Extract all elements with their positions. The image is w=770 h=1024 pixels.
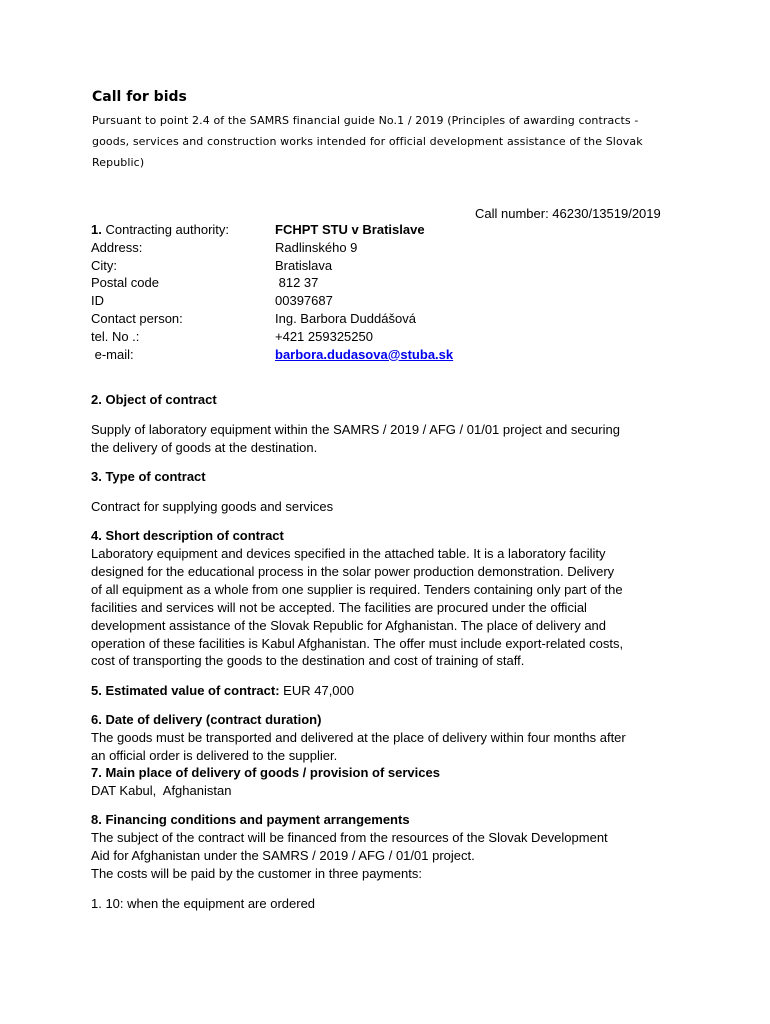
telephone-row: tel. No .: +421 259325250 [91, 328, 373, 344]
intro-line: Pursuant to point 2.4 of the SAMRS financial guide No.1 / 2019 (Principles of awarding contracts - [92, 114, 639, 127]
email-link[interactable]: barbora.dudasova@stuba.sk [275, 346, 454, 362]
email-row: e-mail: barbora.dudasova@stuba.sk [91, 346, 454, 362]
authority-name: FCHPT STU v Bratislave [275, 222, 425, 237]
section-text: The goods must be transported and delivered at the place of delivery within four months after an official order is delivered to the supplier. [91, 730, 626, 763]
authority-row [91, 221, 453, 239]
section-heading: 7. Main place of delivery of goods / provision of services [91, 765, 440, 780]
intro-line: goods, services and construction works intended for official development assistance of the Slovak [92, 135, 643, 148]
contact-person-row: Contact person: Ing. Barbora Duddášová [91, 310, 416, 326]
postal-code-row: Postal code 812 37 [91, 275, 319, 291]
section-text: Supply of laboratory equipment within the SAMRS / 2019 / AFG / 01/01 project and securing the delivery of goods at the destination. [91, 422, 620, 455]
document-title: Call for bids [92, 89, 187, 105]
authority-label: 1. Contracting authority: [91, 222, 230, 237]
section-heading: 4. Short description of contract [91, 528, 284, 543]
section-heading: 6. Date of delivery (contract duration) [91, 712, 322, 727]
call-number: Call number: 46230/13519/2019 [475, 206, 661, 221]
section-text: Contract for supplying goods and services [91, 499, 334, 514]
address-row: Address: Radlinského 9 [91, 239, 358, 255]
section-text: DAT Kabul, Afghanistan [91, 783, 232, 798]
intro-paragraph [92, 110, 692, 173]
contracting-authority-block [91, 221, 453, 363]
estimated-value: 5. Estimated value of contract: EUR 47,000 [91, 683, 354, 698]
city-row: City: Bratislava [91, 257, 333, 273]
section-heading: 2. Object of contract [91, 392, 217, 407]
intro-line: Republic) [92, 156, 145, 169]
payment-item: 1. 10: when the equipment are ordered [91, 896, 316, 911]
section-heading: 3. Type of contract [91, 469, 206, 484]
section-heading: 8. Financing conditions and payment arrangements [91, 812, 410, 827]
id-row: ID 00397687 [91, 293, 333, 309]
section-text: Laboratory equipment and devices specified in the attached table. It is a laboratory facility designed for the educational process in the solar power production demonstration. Delivery of all equipment as a whole from one supplier is required. Tenders containing only part of the facilities and services will not be accepted. The facilities are procured under the official development assistance of the Slovak Republic for Afghanistan. The place of delivery and operation of these facilities is Kabul Afghanistan. The offer must include export-related costs, cost of transporting the goods to the destination and cost of training of staff. [91, 546, 624, 669]
section-text: The subject of the contract will be financed from the resources of the Slovak Development Aid for Afghanistan under the SAMRS / 2019 / AFG / 01/01 project. The costs will be paid by the customer in three payments: [91, 830, 608, 881]
